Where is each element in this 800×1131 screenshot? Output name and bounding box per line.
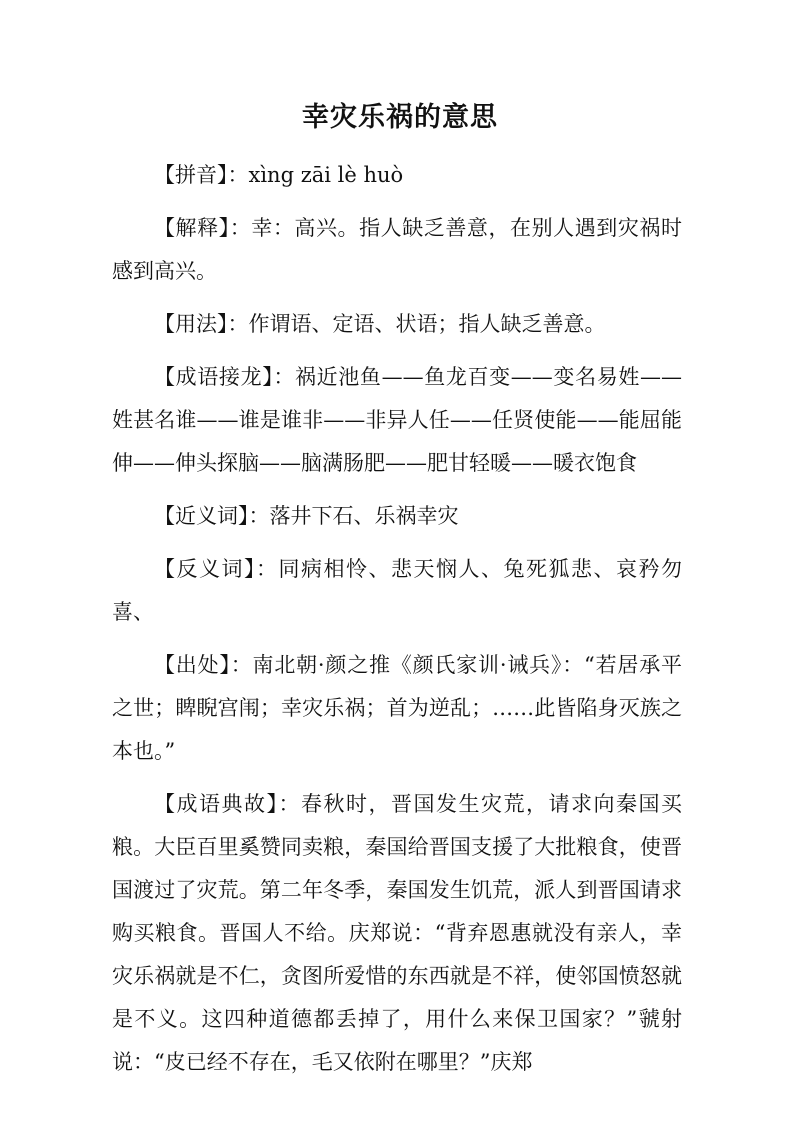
document-body — [112, 154, 682, 1090]
text-usage: ：作谓语、定语、状语；指人缺乏善意。 — [227, 312, 606, 336]
paragraph-explanation — [112, 207, 682, 293]
label-idiom-chain: 【成语接龙】 — [154, 365, 274, 389]
text-source: ：南北朝·颜之推《颜氏家训·诫兵》：“若居承平之世；睥睨宫闱；幸灾乐祸；首为逆乱；……此皆陷身灭族之本也。” — [112, 653, 682, 763]
text-story: ：春秋时，晋国发生灾荒，请求向秦国买粮。大臣百里奚赞同卖粮，秦国给晋国支援了大批粮食，使晋国渡过了灾荒。第二年冬季，秦国发生饥荒，派人到晋国请求购买粮食。晋国人不给。庆郑说：“背弃恩惠就没有亲人，幸灾乐祸就是不仁，贪图所爱惜的东西就是不祥，使邻国愤怒就是不义。这四种道德都丢掉了，用什么来保卫国家？”虢射说：“皮已经不存在，毛又依附在哪里？”庆郑 — [112, 792, 682, 1074]
text-synonyms: ：落井下石、乐祸幸灾 — [248, 504, 459, 528]
text-idiom-chain: ：祸近池鱼——鱼龙百变——变名易姓——姓甚名谁——谁是谁非——非异人任——任贤使能——能屈能伸——伸头探脑——脑满肠肥——肥甘轻暖——暖衣饱食 — [112, 365, 683, 475]
label-usage: 【用法】 — [154, 312, 228, 336]
paragraph-idiom-chain — [112, 356, 682, 485]
paragraph-antonyms — [112, 548, 682, 634]
label-pinyin: 【拼音】 — [154, 163, 228, 187]
page-title: 幸灾乐祸的意思 — [302, 102, 498, 133]
label-story: 【成语典故】 — [154, 792, 279, 816]
label-synonyms: 【近义词】 — [154, 504, 249, 528]
label-antonyms: 【反义词】 — [154, 557, 256, 581]
text-explanation: ：幸：高兴。指人缺乏善意，在别人遇到灾祸时感到高兴。 — [112, 216, 682, 283]
text-antonyms: ：同病相怜、悲天悯人、兔死狐悲、哀矜勿喜、 — [112, 557, 682, 624]
paragraph-pinyin — [112, 154, 682, 197]
label-source: 【出处】 — [154, 653, 231, 677]
paragraph-story — [112, 783, 682, 1084]
label-explanation: 【解释】 — [154, 216, 230, 240]
paragraph-source — [112, 644, 682, 773]
paragraph-usage — [112, 303, 682, 346]
paragraph-synonyms — [112, 495, 682, 538]
text-pinyin: ：xìng zāi lè huò — [227, 163, 404, 187]
